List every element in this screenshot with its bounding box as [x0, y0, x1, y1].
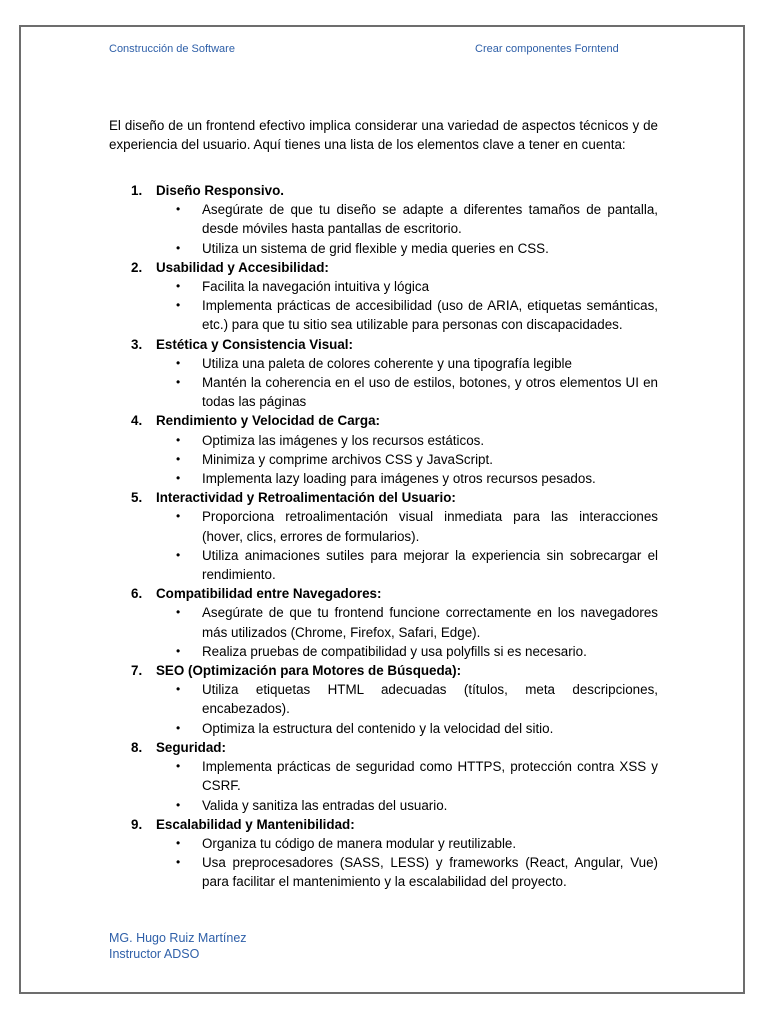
bullet-text: Optimiza la estructura del contenido y la velocidad del sitio. [202, 720, 554, 736]
section-number: 9. [131, 816, 143, 832]
section-number: 6. [131, 586, 143, 602]
section-item [109, 738, 658, 815]
section-title: Diseño Responsivo. [156, 183, 284, 198]
bullet-text: Organiza tu código de manera modular y reutilizable. [202, 835, 517, 851]
bullet-text: Minimiza y comprime archivos CSS y JavaScript. [202, 451, 493, 467]
section-title: Seguridad: [156, 739, 226, 755]
bullet-text: Facilita la navegación intuitiva y lógica [202, 279, 430, 295]
bullet-dot-icon: • [176, 759, 181, 774]
bullet-item [156, 200, 658, 238]
section-title: Rendimiento y Velocidad de Carga: [156, 413, 380, 429]
bullet-text: Asegúrate de que tu frontend funcione correctamente en los navegadores más utilizados (Chrome, Firefox, Safari, Edge). [202, 605, 658, 640]
bullet-item [156, 450, 658, 469]
bullet-text: Usa preprocesadores (SASS, LESS) y frameworks (React, Angular, Vue) para facilitar el mantenimiento y la escalabilidad del proyecto. [202, 855, 658, 890]
bullet-item [156, 853, 658, 891]
section-bullet-list [156, 507, 658, 584]
section-item [109, 584, 658, 661]
section-bullet-list [156, 680, 658, 738]
section-number: 1. [131, 183, 143, 198]
bullet-text: Valida y sanitiza las entradas del usuario. [202, 797, 448, 813]
section-bullet-list [156, 757, 658, 815]
bullet-item [156, 354, 658, 373]
section-number: 3. [131, 336, 143, 352]
author-role: Instructor ADSO [109, 947, 200, 961]
bullet-dot-icon: • [176, 682, 181, 697]
bullet-dot-icon: • [176, 471, 181, 486]
section-title: Interactividad y Retroalimentación del Usuario: [156, 490, 456, 506]
bullet-item [156, 469, 658, 488]
section-item [109, 181, 658, 258]
bullet-item [156, 277, 658, 296]
bullet-dot-icon: • [176, 643, 181, 658]
section-bullet-list [156, 277, 658, 335]
bullet-item [156, 719, 658, 738]
bullet-item [156, 642, 658, 661]
section-bullet-list [156, 431, 658, 489]
bullet-item [156, 373, 658, 411]
section-bullet-list [156, 354, 658, 412]
key-elements-list [109, 181, 658, 892]
bullet-item [156, 796, 658, 815]
bullet-text: Utiliza una paleta de colores coherente y una tipografía legible [202, 355, 572, 371]
section-item [109, 258, 658, 335]
bullet-text: Utiliza animaciones sutiles para mejorar la experiencia sin sobrecargar el rendimiento. [202, 547, 658, 583]
section-number: 2. [131, 259, 143, 275]
bullet-text: Utiliza un sistema de grid flexible y media queries en CSS. [202, 240, 549, 256]
author-name: MG. Hugo Ruiz Martínez [109, 931, 247, 945]
bullet-item [156, 834, 658, 853]
section-item [109, 335, 658, 412]
bullet-item [156, 507, 658, 545]
bullet-item [156, 757, 658, 795]
header-topic-title: Crear componentes Forntend [475, 43, 619, 55]
section-title: Estética y Consistencia Visual: [156, 336, 353, 352]
section-title: SEO (Optimización para Motores de Búsqueda): [156, 663, 462, 679]
bullet-dot-icon: • [176, 432, 181, 447]
bullet-dot-icon: • [176, 855, 181, 870]
section-item [109, 488, 658, 584]
bullet-dot-icon: • [176, 298, 181, 313]
bullet-item [156, 431, 658, 450]
bullet-dot-icon: • [176, 605, 181, 620]
bullet-text: Proporciona retroalimentación visual inmediata para las interacciones (hover, clics, errores de formularios). [202, 509, 658, 544]
section-bullet-list [156, 834, 658, 892]
footer [109, 930, 247, 962]
bullet-dot-icon: • [176, 835, 181, 850]
section-title: Usabilidad y Accesibilidad: [156, 259, 329, 275]
bullet-text: Implementa prácticas de accesibilidad (uso de ARIA, etiquetas semánticas, etc.) para que tu sitio sea utilizable para personas con discapacidades. [202, 298, 658, 333]
bullet-text: Implementa prácticas de seguridad como HTTPS, protección contra XSS y CSRF. [202, 759, 658, 794]
section-title: Compatibilidad entre Navegadores: [156, 586, 382, 602]
section-number: 8. [131, 739, 143, 755]
bullet-item [156, 546, 658, 584]
bullet-dot-icon: • [176, 509, 181, 524]
bullet-text: Implementa lazy loading para imágenes y otros recursos pesados. [202, 471, 596, 487]
bullet-text: Optimiza las imágenes y los recursos estáticos. [202, 432, 485, 448]
bullet-item [156, 296, 658, 334]
section-item [109, 661, 658, 738]
bullet-item [156, 239, 658, 258]
bullet-dot-icon: • [176, 279, 181, 294]
bullet-dot-icon: • [176, 451, 181, 466]
bullet-item [156, 680, 658, 718]
section-bullet-list [156, 603, 658, 661]
bullet-dot-icon: • [176, 202, 181, 217]
bullet-dot-icon: • [176, 240, 181, 255]
bullet-text: Mantén la coherencia en el uso de estilos, botones, y otros elementos UI en todas las páginas [202, 375, 658, 410]
bullet-dot-icon: • [176, 375, 181, 390]
bullet-text: Realiza pruebas de compatibilidad y usa polyfills si es necesario. [202, 643, 587, 659]
section-number: 5. [131, 490, 143, 506]
section-title: Escalabilidad y Mantenibilidad: [156, 816, 355, 832]
section-number: 7. [131, 663, 143, 679]
section-bullet-list [156, 200, 658, 258]
bullet-dot-icon: • [176, 547, 181, 562]
section-item [109, 411, 658, 488]
bullet-item [156, 603, 658, 641]
section-number: 4. [131, 413, 143, 429]
bullet-dot-icon: • [176, 355, 181, 370]
bullet-text: Utiliza etiquetas HTML adecuadas (títulos, meta descripciones, encabezados). [202, 682, 658, 717]
intro-paragraph: El diseño de un frontend efectivo implica considerar una variedad de aspectos técnicos y de experiencia del usuario. Aquí tienes una lista de los elementos clave a tener en cuenta: [109, 118, 658, 153]
header-course-title: Construcción de Software [109, 43, 235, 55]
bullet-dot-icon: • [176, 797, 181, 812]
section-item [109, 815, 658, 892]
bullet-text: Asegúrate de que tu diseño se adapte a diferentes tamaños de pantalla, desde móviles hasta pantallas de escritorio. [202, 202, 658, 237]
bullet-dot-icon: • [176, 720, 181, 735]
